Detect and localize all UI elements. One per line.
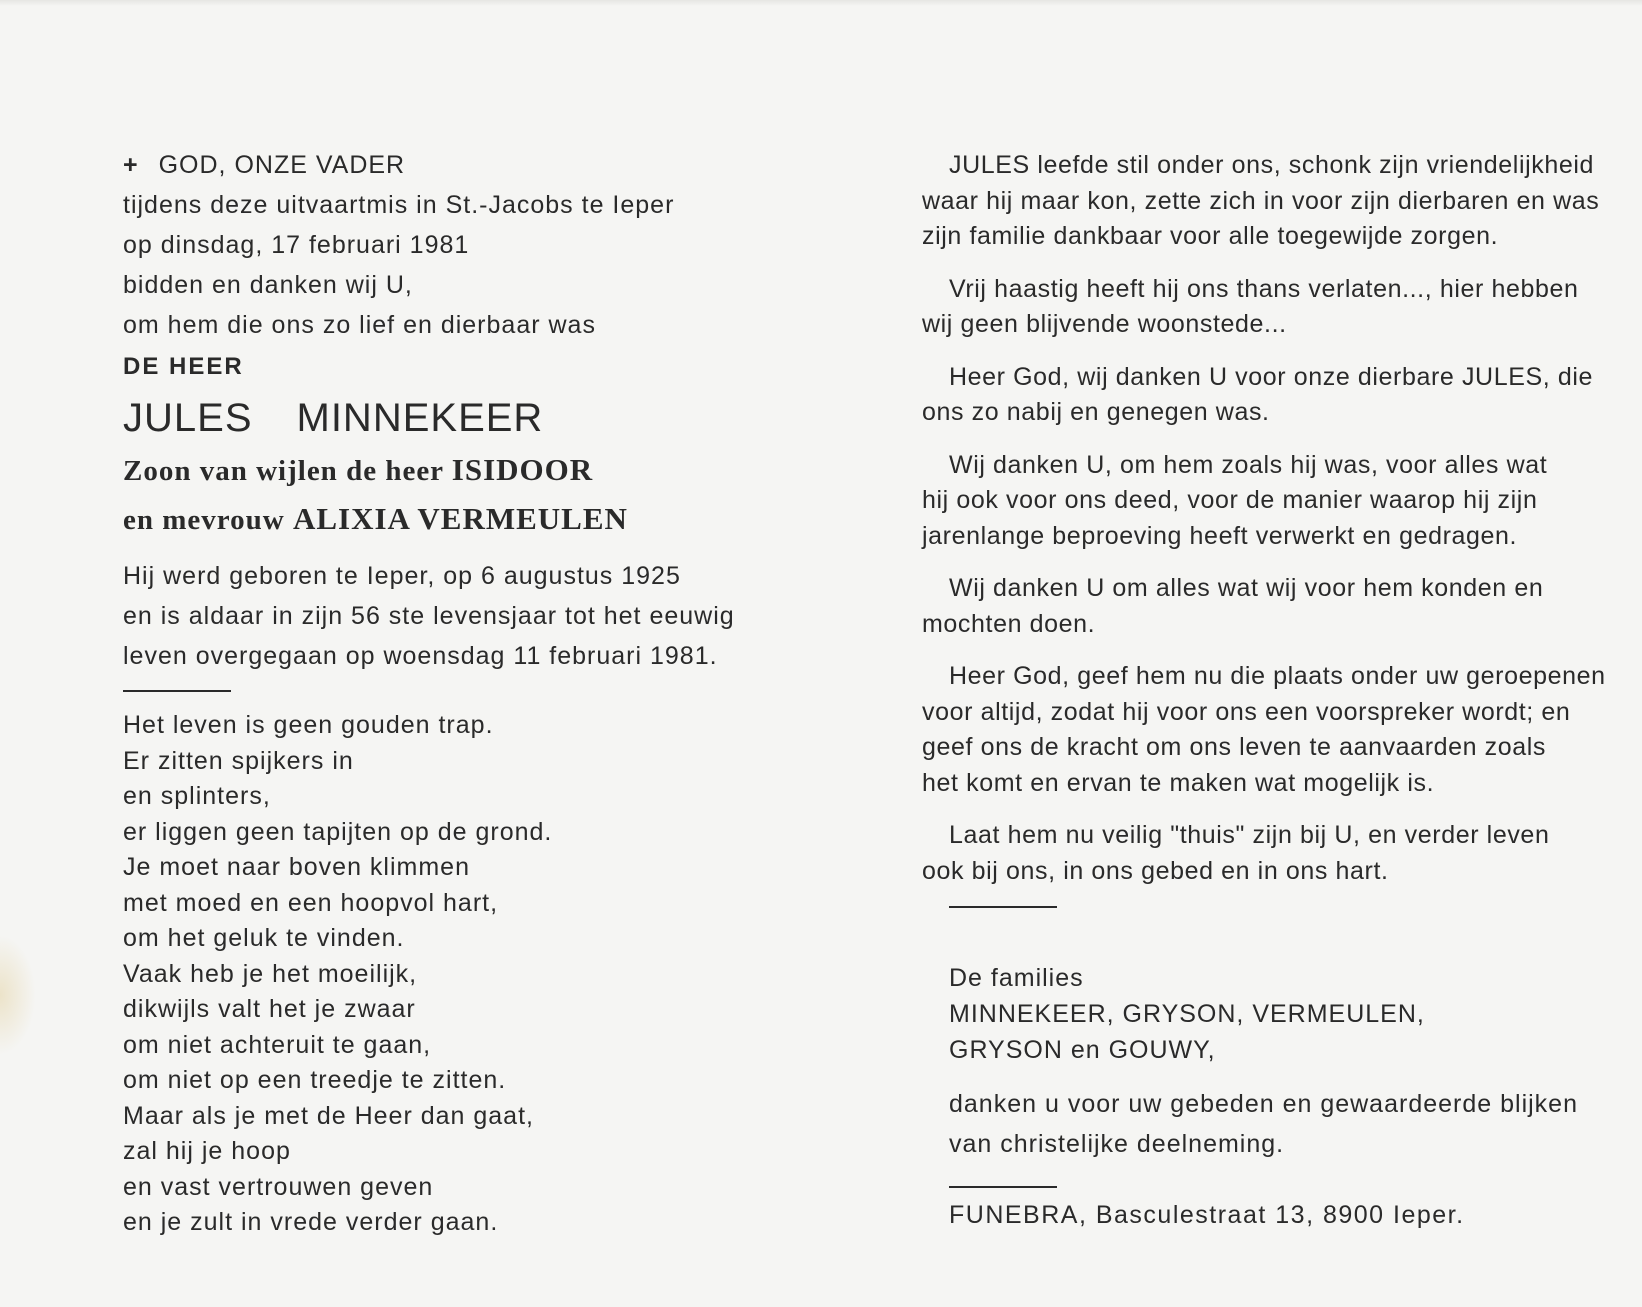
poem-line: met moed en een hoopvol hart, (123, 888, 499, 917)
paragraph-line: het komt en ervan te maken wat mogelijk is. (922, 768, 1435, 797)
families-line: GRYSON en GOUWY, (949, 1036, 1216, 1064)
paragraph-first-line: Laat hem nu veilig "thuis" zijn bij U, en verder leven (949, 821, 1550, 849)
poem-line: om het geluk te vinden. (123, 924, 405, 952)
deceased-given-name: JULES (123, 396, 253, 440)
paragraph-line: zijn familie dankbaar voor alle toegewijde zorgen. (922, 222, 1499, 250)
funeral-home-address: FUNEBRA, Basculestraat 13, 8900 Ieper. (949, 1201, 1465, 1229)
intro-heading (123, 145, 803, 185)
paragraph-first-line: Heer God, geef hem nu die plaats onder uw geroepenen (949, 662, 1606, 690)
birth-line: Hij werd geboren te Ieper, op 6 augustus 1925 (123, 562, 681, 590)
families-block (922, 960, 1617, 1068)
cross-icon: + (123, 151, 139, 179)
poem-line: dikwijls valt het je zwaar (123, 995, 416, 1023)
prayer-paragraph (922, 448, 1617, 555)
intro-line: bidden en danken wij U, (123, 271, 413, 299)
parents-prefix: Zoon van wijlen de heer (123, 455, 444, 487)
poem-line: om niet op een treedje te zitten. (123, 1066, 507, 1094)
paper-stain (0, 935, 36, 1055)
card-top-edge (0, 0, 1642, 6)
thanks-line: danken u voor uw gebeden en gewaardeerde blijken (949, 1090, 1578, 1118)
poem-line: Je moet naar boven klimmen (123, 853, 470, 881)
paragraph-line: hij ook voor ons deed, voor de manier waarop hij zijn (922, 486, 1538, 514)
parents-line-father (123, 446, 803, 495)
deceased-name (123, 390, 803, 446)
birth-line: en is aldaar in zijn 56 ste levensjaar tot het eeuwig (123, 602, 735, 630)
thanks-block (922, 1084, 1617, 1164)
prayer-paragraph (922, 360, 1617, 431)
poem-line: en je zult in vrede verder gaan. (123, 1208, 499, 1236)
deceased-family-name: MINNEKEER (296, 396, 544, 440)
birth-line: leven overgegaan op woensdag 11 februari 1981. (123, 642, 718, 670)
paragraph-line: wij geen blijvende woonstede... (922, 310, 1287, 338)
intro-heading-text: GOD, ONZE VADER (158, 151, 406, 179)
intro-line: om hem die ons zo lief en dierbaar was (123, 311, 596, 339)
poem-line: Maar als je met de Heer dan gaat, (123, 1101, 534, 1130)
prayer-paragraph (922, 272, 1617, 343)
paragraph-line: voor altijd, zodat hij voor ons een voorspreker wordt; en (922, 697, 1571, 726)
poem-line: en vast vertrouwen geven (123, 1172, 434, 1201)
paragraph-line: ook bij ons, in ons gebed en in ons hart. (922, 856, 1389, 885)
parents-line-mother (123, 495, 803, 544)
intro-line: op dinsdag, 17 februari 1981 (123, 231, 470, 259)
right-column (922, 148, 1617, 1232)
families-line: MINNEKEER, GRYSON, VERMEULEN, (949, 1000, 1425, 1028)
paragraph-first-line: Heer God, wij danken U voor onze dierbare JULES, die (949, 362, 1594, 391)
divider (949, 1186, 1057, 1188)
prayer-paragraph (922, 148, 1617, 255)
poem-line: om niet achteruit te gaan, (123, 1030, 432, 1059)
paragraph-first-line: JULES leefde stil onder ons, schonk zijn vriendelijkheid (949, 151, 1595, 179)
poem-line: en splinters, (123, 782, 271, 810)
poem-line: zal hij je hoop (123, 1137, 291, 1165)
thanks-line: van christelijke deelneming. (949, 1130, 1285, 1158)
divider (123, 690, 231, 692)
prayer-paragraph (922, 571, 1617, 642)
mother-name: ALIXIA VERMEULEN (292, 501, 628, 536)
poem-line: Het leven is geen gouden trap. (123, 711, 494, 739)
prayer-paragraph (922, 659, 1617, 801)
poem (123, 708, 803, 1241)
poem-line: Er zitten spijkers in (123, 746, 354, 775)
paragraph-line: jarenlange beproeving heeft verwerkt en gedragen. (922, 521, 1518, 550)
parents-prefix: en mevrouw (123, 504, 285, 536)
divider (949, 906, 1057, 908)
intro-line: tijdens deze uitvaartmis in St.-Jacobs te Ieper (123, 191, 675, 219)
paragraph-line: mochten doen. (922, 609, 1096, 638)
paragraph-first-line: Wij danken U om alles wat wij voor hem konden en (949, 574, 1544, 602)
poem-line: er liggen geen tapijten op de grond. (123, 817, 553, 846)
paragraph-first-line: Wij danken U, om hem zoals hij was, voor alles wat (949, 450, 1548, 479)
paragraph-line: waar hij maar kon, zette zich in voor zijn dierbaren en was (922, 186, 1600, 215)
left-column (123, 145, 803, 1241)
paragraph-line: ons zo nabij en genegen was. (922, 398, 1270, 426)
poem-line: Vaak heb je het moeilijk, (123, 959, 418, 988)
prayer-paragraph (922, 818, 1617, 889)
father-name: ISIDOOR (451, 452, 594, 487)
title-de-heer: DE HEER (123, 353, 244, 380)
families-line: De families (949, 964, 1084, 992)
birth-death-info (123, 556, 803, 676)
paragraph-line: geef ons de kracht om ons leven te aanvaarden zoals (922, 733, 1547, 761)
paragraph-first-line: Vrij haastig heeft hij ons thans verlaten..., hier hebben (949, 274, 1579, 303)
